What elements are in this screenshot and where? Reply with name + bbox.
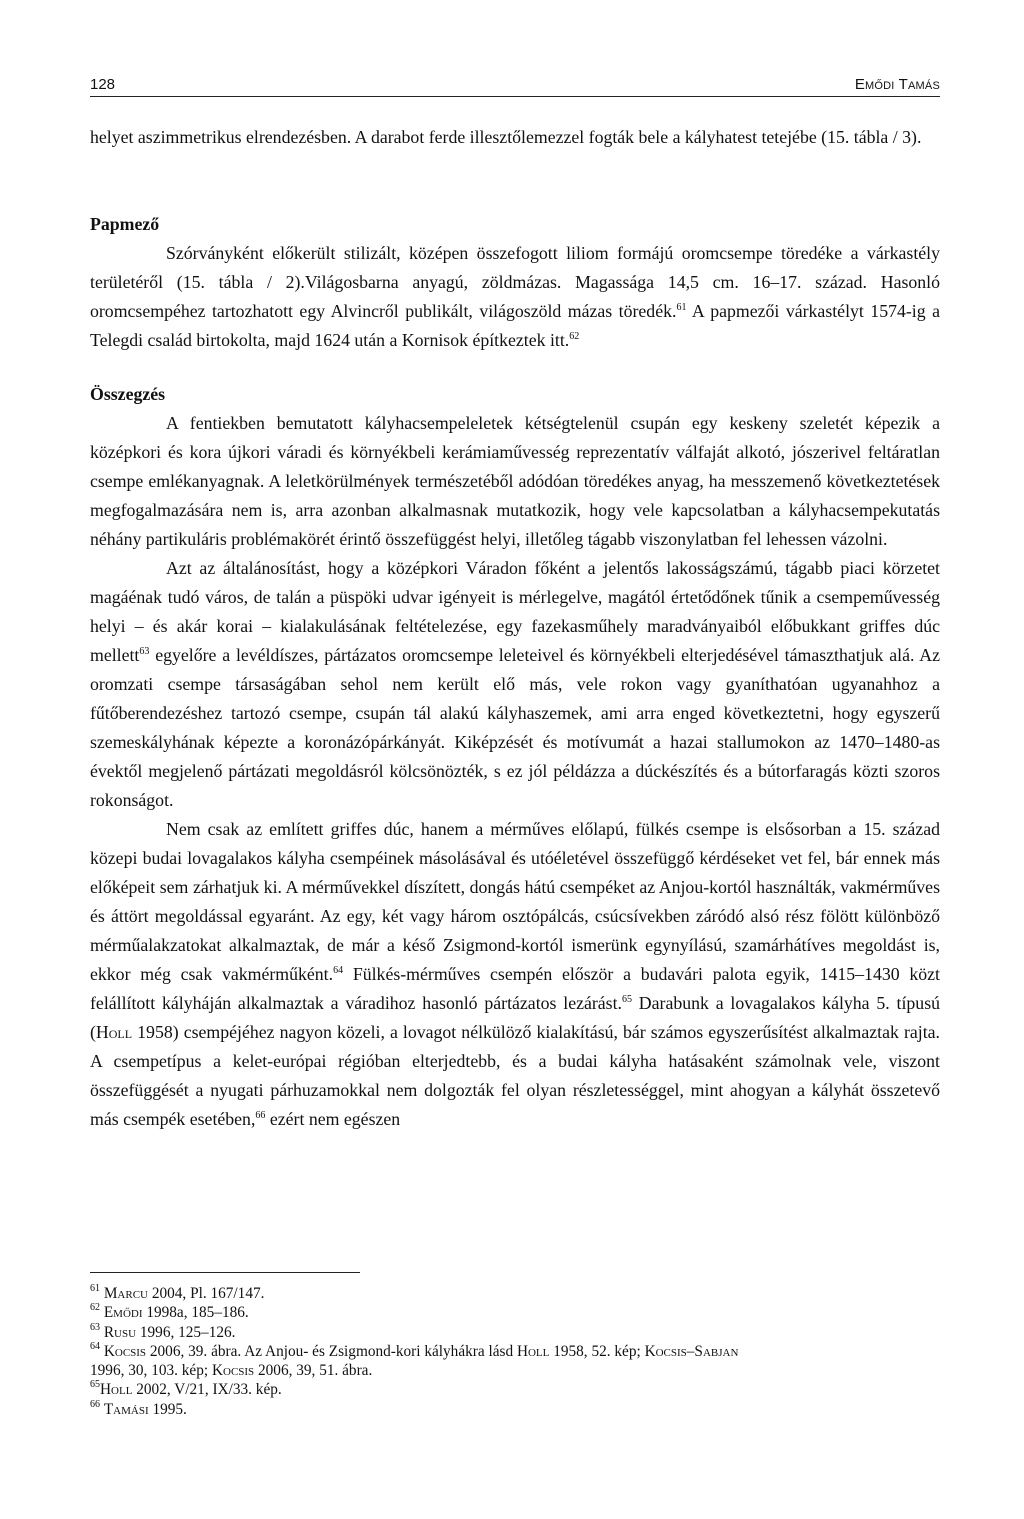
footnote-text: 1996, 125–126.: [136, 1323, 236, 1341]
footnote-number: 64: [90, 1340, 100, 1352]
footnote-text: 2006, 39. ábra. Az Anjou- és Zsigmond-kori kályhákra lásd: [146, 1342, 517, 1360]
para2-text-b: egyelőre a levéldíszes, pártázatos oromcsempe leleteivel és környékbeli elterjedésével támaszthatjuk alá. Az oromzati csempe társaságában sehol nem került elő más, vele rokon vagy gyaníthatóan ugyanahhoz a fűtőberendezéshez tartozó csempe, csupán tál alakú kályhaszemek, ami arra enged következtetni, hogy egyszerű szemeskályhának képezte a koronázópárkányát. Kiképzését és motívumát a hazai stallumokon az 1470–1480-as évektől megjelenő pártázati megoldásról kölcsönözték, s ez jól példázza a dúckészítés és a bútorfaragás közti szoros rokonságot.: [90, 645, 940, 810]
footnote-ref-64[interactable]: 64: [333, 965, 344, 976]
footnote-61: [90, 1284, 950, 1303]
para3-text-d: ezért nem egészen: [265, 1109, 401, 1129]
osszegzes-paragraph-2: [90, 554, 940, 815]
footnote-text: 2004, Pl. 167/147.: [148, 1285, 265, 1302]
footnote-author: Holl: [100, 1381, 133, 1399]
para3-text-c2: 1958) csempéjéhez nagyon közeli, a lovagot nélkülöző kialakítású, bár számos egyszerűsítést alkalmaztak rajta. A csempetípus a kelet-európai régióban elterjedtebb, és a budai kályha hatásaként számolnak vele, viszont összefüggését a nyugati párhuzamokkal nem dolgozták fel olyan részletességgel, mint ahogyan a kályhát összetevő más csempék esetében,: [90, 1022, 940, 1129]
footnote-number: 61: [90, 1283, 100, 1294]
footnote-text: 2006, 39, 51. ábra.: [254, 1362, 373, 1380]
footnote-number: 63: [90, 1321, 100, 1333]
footnote-author: Kocsis: [211, 1362, 255, 1380]
para2-text-a: Azt az általánosítást, hogy a középkori Váradon főként a jelentős lakosságszámú, tágabb piaci körzetet magáénak tudó város, de talán a püspöki udvar igényeit is mérlegelve, magától értetődőnek tűnik a csempeművesség helyi – és akár korai – kialakulásának feltételezése, egy fazekasműhely maradványaiból előbukkant griffes dúc mellett: [90, 558, 940, 665]
footnote-text: 1998a, 185–186.: [142, 1304, 249, 1322]
footnote-64: [90, 1342, 950, 1361]
footnote-author: Emődi: [103, 1304, 143, 1322]
footnote-ref-66[interactable]: 66: [255, 1110, 266, 1121]
papmezo-text-2: A papmezői várkastélyt 1574-ig a Telegdi család birtokolta, majd 1624 után a Kornisok építkeztek itt.: [90, 301, 940, 350]
running-header-author: Emődi Tamás: [854, 76, 940, 93]
footnote-ref-65[interactable]: 65: [622, 994, 632, 1005]
para3-text-b: Fülkés-mérműves csempén először a budavári palota egyik, 1415–1430 közt felállított kályháján alkalmaztak a váradihoz hasonló pártázatos lezárást.: [90, 964, 940, 1013]
footnote-64-continuation: [90, 1361, 950, 1380]
osszegzes-paragraph-1: A fentiekben bemutatott kályhacsempeleletek kétségtelenül csupán egy keskeny szeletét képezik a középkori és kora újkori váradi és környékbeli kerámiaművesség reprezentatív válfaját alkotó, jószerivel feltáratlan csempe emlékanyagnak. A leletkörülmények természetéből adódóan töredékes anyag, ha messzemenő következtetések megfogalmazására nem is, arra azonban alkalmasnak mutatkozik, hogy vele kapcsolatban a kályhacsempekutatás néhány partikuláris problémakörét érintő összefüggést helyi, illetőleg tágabb viszonylatban fel lehessen vázolni.: [90, 413, 940, 549]
footnote-author: Marcu: [103, 1285, 148, 1302]
section-heading-osszegzes: Összegzés: [90, 384, 166, 404]
footnote-author: Kocsis: [103, 1342, 147, 1360]
footnote-author: Holl: [516, 1342, 550, 1360]
footnote-ref-62[interactable]: 62: [569, 331, 580, 342]
papmezo-section: [90, 210, 940, 355]
footnote-text: 2002, V/21, IX/33. kép.: [132, 1381, 282, 1399]
footnote-author: Rusu: [103, 1323, 137, 1341]
papmezo-text-1: Szórványként előkerült stilizált, középen összefogott liliom formájú oromcsempe töredéke a várkastély területéről (15. tábla / 2).Világosbarna anyagú, zöldmázas. Magassága 14,5 cm. 16–17. század. Hasonló oromcsempéhez tartozhatott egy Alvincről publikált, világoszöld mázas töredék.: [90, 243, 940, 321]
footnote-author: Tamási: [103, 1400, 149, 1418]
footnote-ref-63[interactable]: 63: [139, 646, 150, 657]
footnote-number: 62: [90, 1302, 100, 1314]
running-header: [90, 76, 940, 97]
footnote-65: [90, 1380, 950, 1399]
footnote-text: 1996, 30, 103. kép;: [90, 1362, 212, 1380]
footnote-62: [90, 1303, 950, 1322]
page-number: 128: [90, 76, 116, 93]
footnote-63: [90, 1323, 950, 1342]
footnote-author: Kocsis–Sabjan: [644, 1342, 739, 1360]
papmezo-paragraph: [90, 239, 940, 355]
footnote-number: 66: [90, 1398, 100, 1410]
osszegzes-paragraph-3: [90, 815, 940, 1134]
intro-paragraph: helyet aszimmetrikus elrendezésben. A darabot ferde illesztőlemezzel fogták bele a kályhatest tetejébe (15. tábla / 3).: [90, 127, 922, 147]
para3-text-a: Nem csak az említett griffes dúc, hanem a mérműves előlapú, fülkés csempe is elsősorban a 15. század közepi budai lovagalakos kályha csempéinek másolásával és utóéletével összefüggő kérdéseket vet fel, bár ennek más előképeit sem zárhatjuk ki. A mérművekkel díszített, dongás hátú csempéket az Anjou-kortól használták, vakmérműves és áttört megoldással egyaránt. Az egy, két vagy három osztópálcás, csúcsívekben záródó alsó rész fölött különböző mérműalakzatokat alkalmaztak, de már a késő Zsigmond-kortól ismerünk egynyílású, szamárhátíves megoldást is, ekkor még csak vakmérműként.: [90, 819, 940, 984]
para3-text-c1: Darabunk a lovagalakos kályha 5. típusú (: [90, 993, 941, 1042]
footnote-divider: [90, 1272, 360, 1273]
footnote-number: 65: [90, 1379, 100, 1391]
footnote-text: 1995.: [148, 1400, 187, 1418]
footnotes: [90, 1284, 950, 1419]
section-heading-papmezo: Papmező: [90, 214, 160, 234]
intro-paragraph-block: [90, 123, 940, 152]
footnote-66: [90, 1400, 950, 1419]
osszegzes-section: [90, 380, 940, 1134]
para3-author-holl: Holl: [95, 1022, 133, 1042]
footnote-text: 1958, 52. kép;: [549, 1342, 645, 1360]
footnote-ref-61[interactable]: 61: [676, 302, 687, 313]
